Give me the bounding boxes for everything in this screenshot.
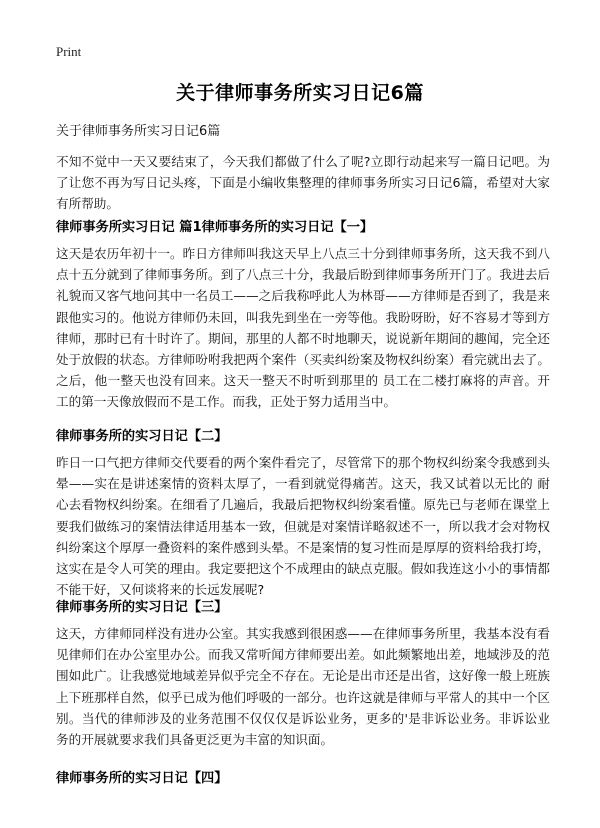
section-body-2: 昨日一口气把方律师交代要看的两个案件看完了，尽管常下的那个物权纠纷案令我感到头晕——实在是讲述案情的资料太厚了，一看到就觉得痛苦。这天，我又试着以无比的 耐心去看物权纠纷案。在细看了几遍后，我最后把物权纠纷案看懂。原先已与老师在课堂上要我们做练习的案情法律适用基本一致，但就是对案情详略叙述不一，所以我才会对物权纠纷案这个厚厚一叠资料的案件感到头晕。不是案情的复习性而是厚厚的资料给我打垮，这实在是令人可笑的理由。我定要把这个不成理由的缺点克服。假如我连这小小的事情都不能干好，又何谈将来的长远发展呢? (56, 455, 550, 598)
section-heading-3: 律师事务所的实习日记【三】 (56, 600, 228, 615)
section-heading-4: 律师事务所的实习日记【四】 (56, 771, 228, 786)
section-heading-1: 律师事务所实习日记 篇1律师事务所的实习日记【一】 (56, 220, 374, 235)
document-subtitle: 关于律师事务所实习日记6篇 (56, 124, 221, 139)
page-title: 关于律师事务所实习日记6篇 (176, 82, 424, 104)
print-label: Print (56, 44, 82, 59)
section-body-1: 这天是农历年初十一。昨日方律师叫我这天早上八点三十分到律师事务所，这天我不到八点十五分就到了律师事务所。到了八点三十分，我最后盼到律师事务所开门了。我进去后礼貌而又客气地问其中一名员工——之后我称呼此人为林哥——方律师是否到了，我是来跟他实习的。他说方律师仍未回，叫我先到坐在一旁等他。我盼呀盼，好不容易才等到方律师，那时已有十时许了。期间，那里的人都不时地聊天，说说新年期间的趣闻，完全还处于放假的状态。方律师吩咐我把两个案件（买卖纠纷案及物权纠纷案）看完就出去了。之后，他一整天也没有回来。这天一整天不时听到那里的 员工在二楼打麻将的声音。开工的第一天像放假而不是工作。而我，正处于努力适用当中。 (56, 246, 550, 410)
section-body-3: 这天，方律师同样没有进办公室。其实我感到很困惑——在律师事务所里，我基本没有看见律师们在办公室里办公。而我又常听闻方律师要出差。如此频繁地出差，地域涉及的范围如此广。让我感觉地域差异似乎完全不存在。无论是出市还是出省，这好像一般上班族上下班那样自然，似乎已成为他们呼吸的一部分。也许这就是律师与平常人的其中一个区别。当代的律师涉及的业务范围不仅仅仅是诉讼业务，更多的'是非诉讼业务。非诉讼业务的开展就要求我们具备更泛更为丰富的知识面。 (56, 626, 550, 748)
intro-paragraph: 不知不觉中一天又要结束了，今天我们都做了什么了呢?立即行动起来写一篇日记吧。为了让您不再为写日记头疼，下面是小编收集整理的律师事务所实习日记6篇，希望对大家有所帮助。 (56, 154, 550, 212)
section-heading-2: 律师事务所的实习日记【二】 (56, 429, 228, 444)
